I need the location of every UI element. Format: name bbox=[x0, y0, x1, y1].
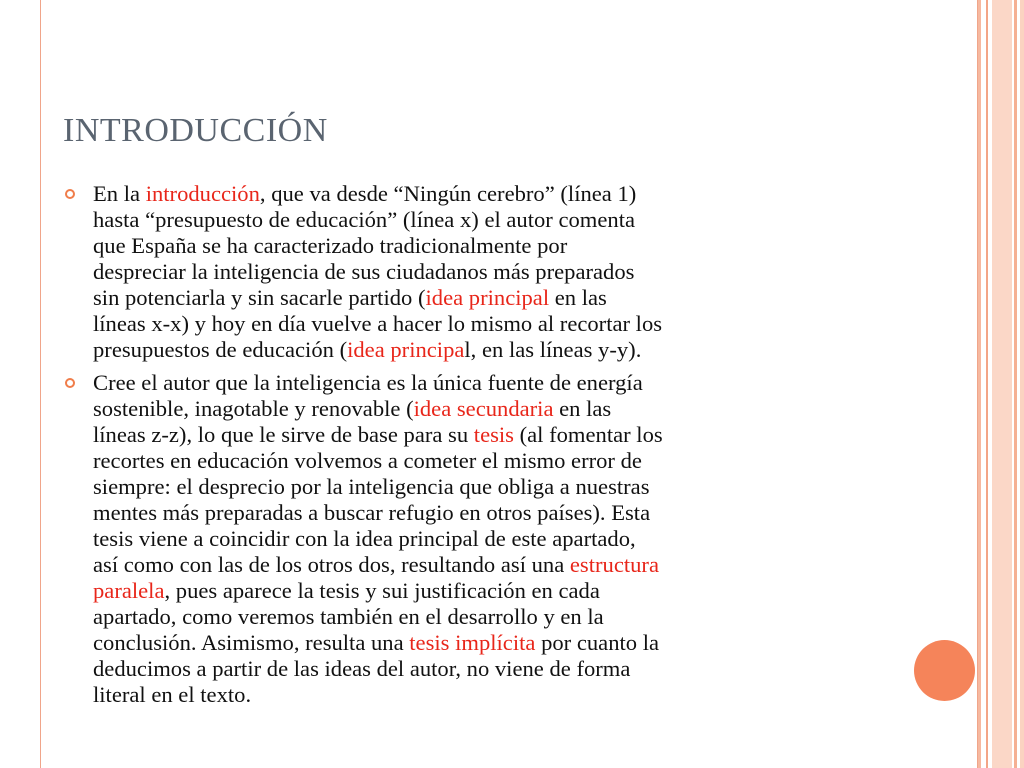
bullet-list bbox=[63, 181, 883, 715]
text-segment: l, en las líneas y-y). bbox=[464, 337, 642, 362]
decorative-stripes bbox=[978, 0, 1024, 768]
stripe bbox=[1020, 0, 1024, 768]
stripe bbox=[978, 0, 981, 768]
text-segment: , que va desde “Ningún cerebro” (línea 1) hasta “presupuesto de educación” (línea x) el autor comenta que España se ha caracterizado tradicionalmente por despreciar la inteligencia de sus ciudadanos más preparados sin potenciarla y sin sacarle partido ( bbox=[93, 181, 637, 310]
highlight-term: tesis implícita bbox=[409, 630, 536, 655]
bullet-item-1 bbox=[63, 181, 883, 363]
stripe bbox=[986, 0, 988, 768]
text-segment: en las líneas z-z), lo que le sirve de base para su bbox=[93, 396, 612, 447]
text-segment: En la bbox=[93, 181, 146, 206]
highlight-term: estructura paralela bbox=[93, 552, 659, 603]
highlight-term: tesis bbox=[473, 422, 514, 447]
circle-bullet-icon bbox=[65, 378, 75, 388]
circle-bullet-icon bbox=[65, 189, 75, 199]
highlight-term: introducción bbox=[145, 181, 260, 206]
highlight-term: idea principa bbox=[347, 337, 465, 362]
text-segment: , pues aparece la tesis y sui justificación en cada apartado, como veremos también en el desarrollo y en la conclusión. Asimismo, resulta una bbox=[93, 578, 604, 655]
slide-title: INTRODUCCIÓN bbox=[63, 112, 328, 149]
bullet-item-2 bbox=[63, 370, 883, 708]
text-segment: en las líneas x-x) y hoy en día vuelve a hacer lo mismo al recortar los presupuestos de educación ( bbox=[93, 285, 663, 362]
text-segment: por cuanto la deducimos a partir de las ideas del autor, no viene de forma literal en el texto. bbox=[93, 630, 660, 707]
text-segment: (al fomentar los recortes en educación volvemos a cometer el mismo error de siempre: el desprecio por la inteligencia que obliga a nuestras mentes más preparadas a buscar refugio en otros países). Esta tesis viene a coincidir con la idea principal de este apartado, así como con las de los otros dos, resultando así una bbox=[93, 422, 663, 577]
text-segment: Cree el autor que la inteligencia es la única fuente de energía sostenible, inagotable y renovable ( bbox=[93, 370, 643, 421]
bullet-text-1 bbox=[93, 181, 883, 363]
stripe bbox=[992, 0, 1012, 768]
stripe bbox=[1014, 0, 1017, 768]
bullet-text-2 bbox=[93, 370, 883, 708]
highlight-term: idea principal bbox=[425, 285, 550, 310]
decorative-circle bbox=[914, 640, 975, 701]
highlight-term: idea secundaria bbox=[413, 396, 554, 421]
